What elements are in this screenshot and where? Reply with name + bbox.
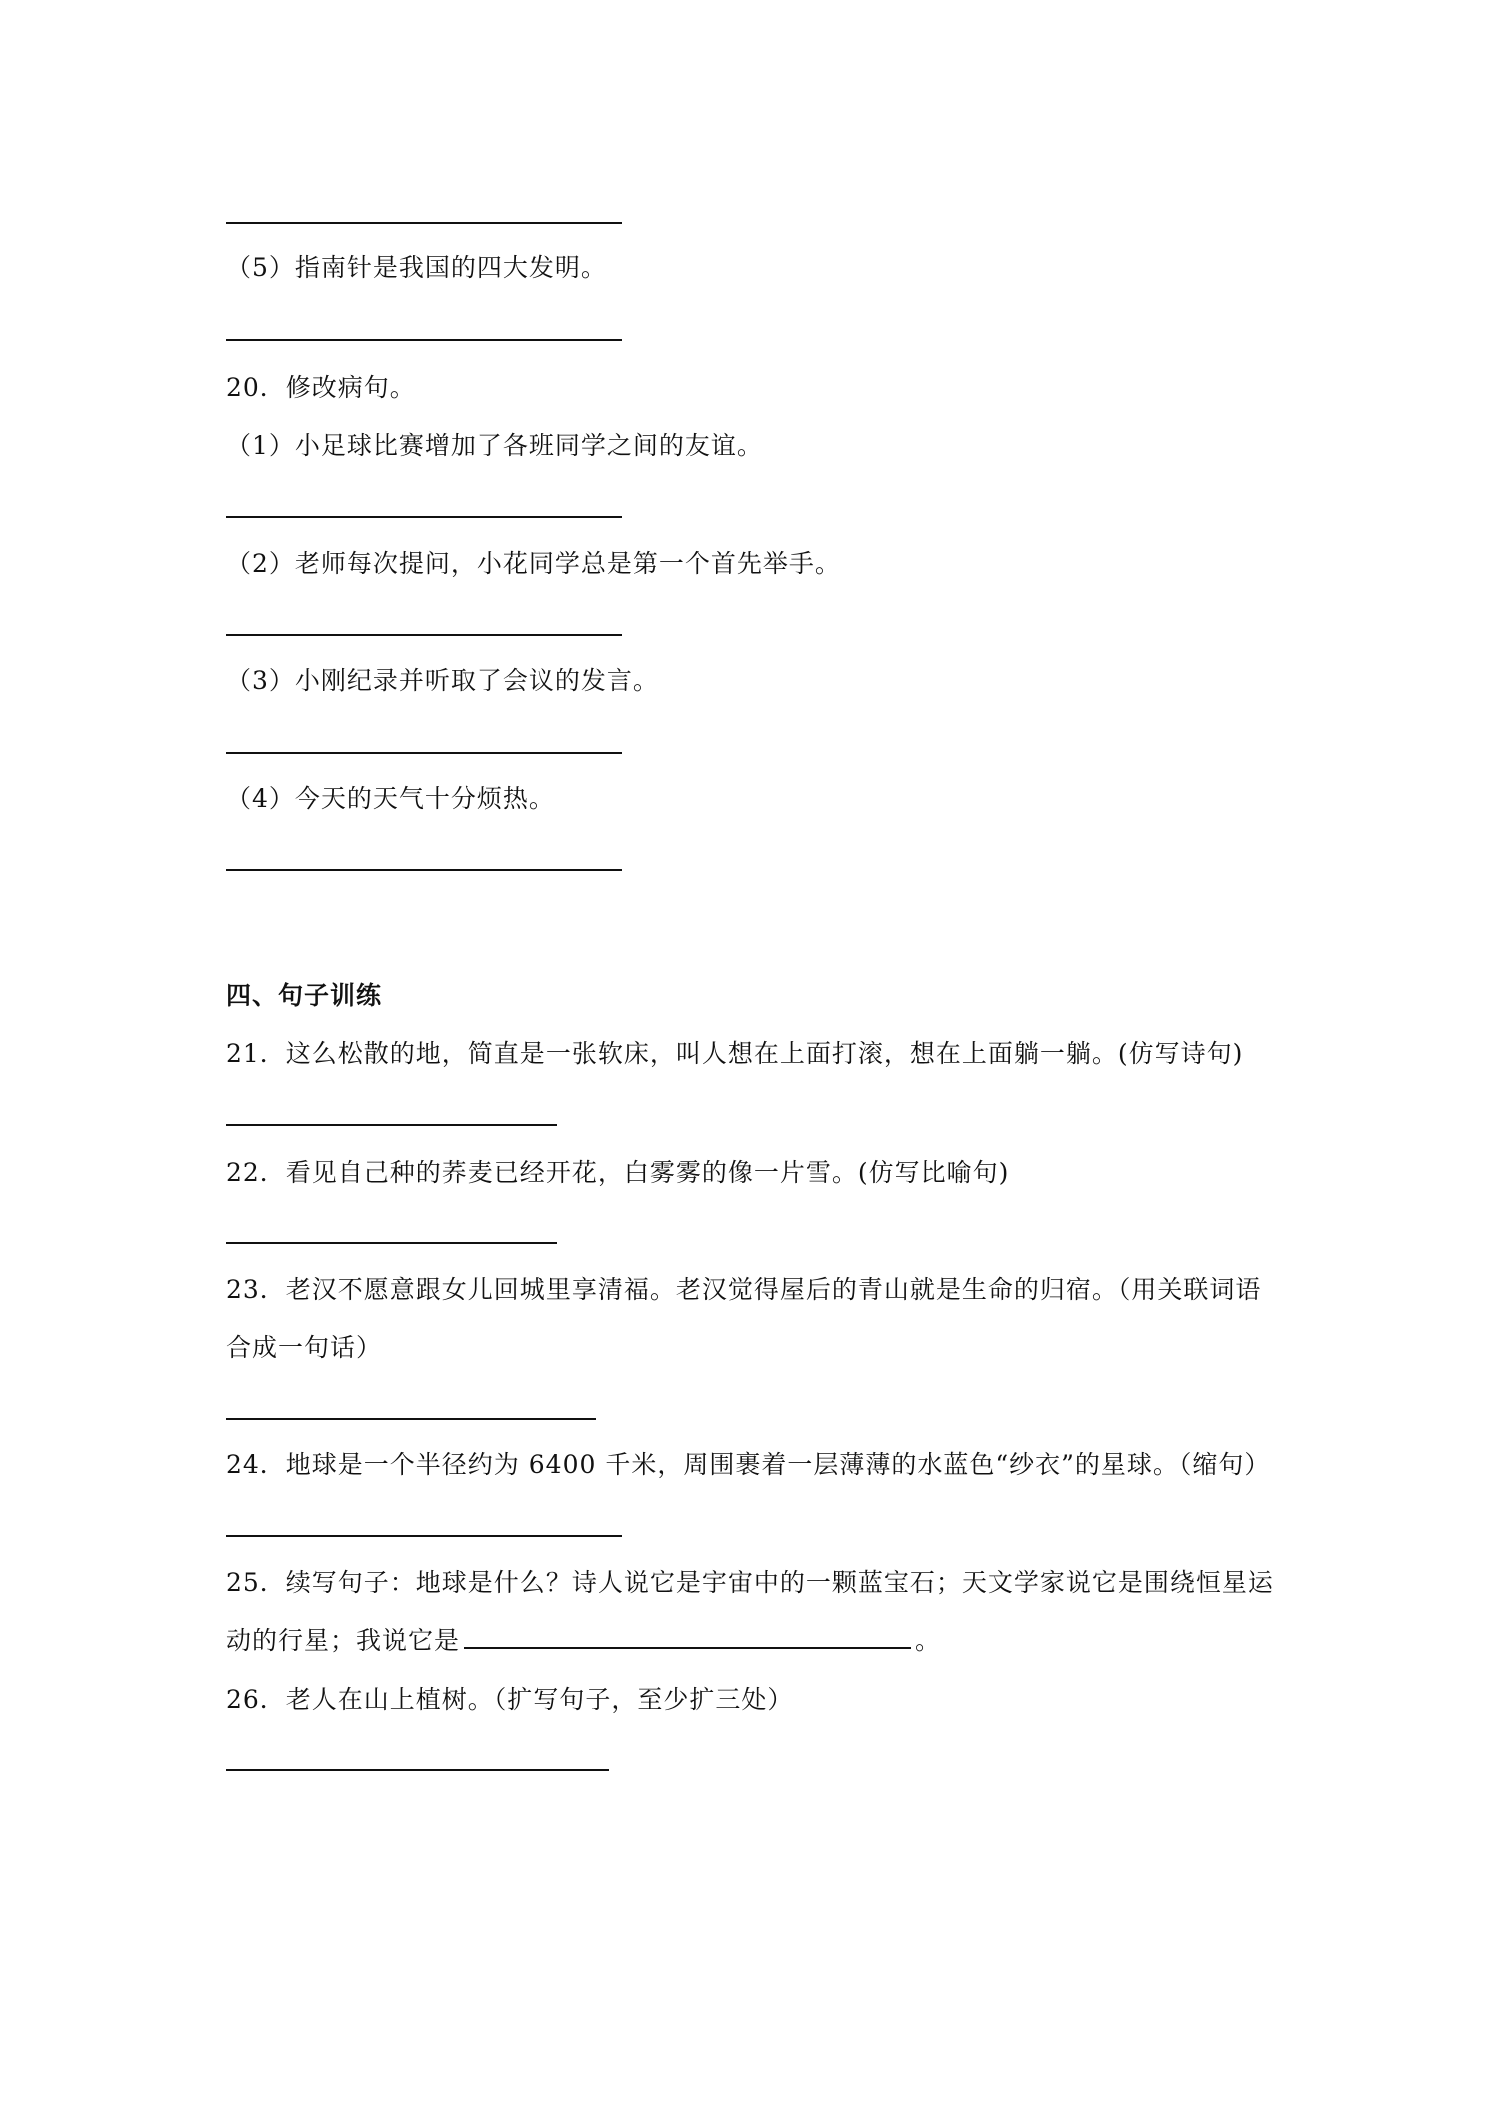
q20-4-text: （4）今天的天气十分烦热。 bbox=[226, 784, 555, 813]
q20-1-text: （1）小足球比赛增加了各班同学之间的友谊。 bbox=[226, 431, 763, 460]
q20-title: 20．修改病句。 bbox=[226, 373, 416, 402]
answer-line[interactable] bbox=[226, 339, 622, 341]
q22-text: 22．看见自己种的荞麦已经开花，白雾雾的像一片雪。(仿写比喻句) bbox=[226, 1158, 1010, 1187]
answer-line[interactable] bbox=[226, 1242, 557, 1244]
answer-line[interactable] bbox=[226, 752, 622, 754]
q23-text-line2: 合成一句话） bbox=[226, 1333, 383, 1362]
answer-line[interactable] bbox=[226, 222, 622, 224]
q26-text: 26．老人在山上植树。（扩写句子，至少扩三处） bbox=[226, 1685, 794, 1714]
answer-line[interactable] bbox=[226, 1124, 557, 1126]
q21-text: 21．这么松散的地，简直是一张软床，叫人想在上面打滚，想在上面躺一躺。(仿写诗句) bbox=[226, 1039, 1244, 1068]
answer-line[interactable] bbox=[226, 516, 622, 518]
q25-text-line2 bbox=[226, 1623, 941, 1659]
answer-blank[interactable] bbox=[464, 1623, 911, 1649]
q25-text-line1: 25．续写句子：地球是什么？诗人说它是宇宙中的一颗蓝宝石；天文学家说它是围绕恒星运 bbox=[226, 1568, 1274, 1597]
q25-suffix: 。 bbox=[915, 1626, 942, 1655]
answer-line[interactable] bbox=[226, 869, 622, 871]
q20-2-text: （2）老师每次提问，小花同学总是第一个首先举手。 bbox=[226, 549, 841, 578]
q19-5-text: （5）指南针是我国的四大发明。 bbox=[226, 253, 607, 282]
q23-text-line1: 23．老汉不愿意跟女儿回城里享清福。老汉觉得屋后的青山就是生命的归宿。（用关联词语 bbox=[226, 1275, 1262, 1304]
q25-prefix: 动的行星；我说它是 bbox=[226, 1626, 461, 1655]
q24-text: 24．地球是一个半径约为 6400 千米，周围裹着一层薄薄的水蓝色“纱衣”的星球。（缩句） bbox=[226, 1450, 1271, 1479]
q20-3-text: （3）小刚纪录并听取了会议的发言。 bbox=[226, 666, 659, 695]
answer-line[interactable] bbox=[226, 1769, 609, 1771]
answer-line[interactable] bbox=[226, 634, 622, 636]
answer-line[interactable] bbox=[226, 1418, 596, 1420]
answer-line[interactable] bbox=[226, 1535, 622, 1537]
section-heading: 四、句子训练 bbox=[226, 981, 383, 1010]
